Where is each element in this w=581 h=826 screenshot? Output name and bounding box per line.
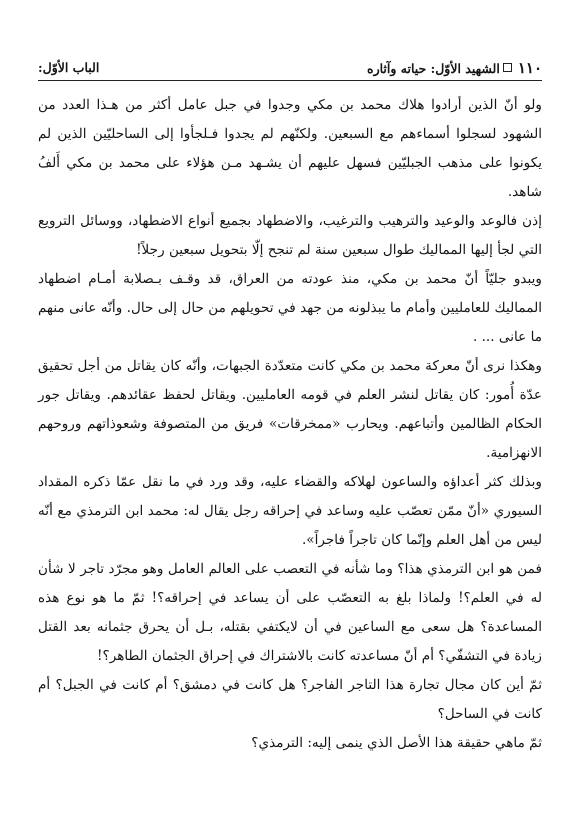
paragraph: ثمّ ماهي حقيقة هذا الأصل الذي ينمى إليه: الترمذي؟ xyxy=(251,735,542,751)
header-page-info xyxy=(367,58,542,79)
paragraph: فمن هو ابن الترمذي هذا؟ وما شأنه في التعصب على العالم العامل وهو مجرّد تاجر لا شأن له في العلم؟! ولماذا بلغ به التعصّب على أن يساعد في إحراقه؟! ثمّ ما هو نوع هذه المساعدة؟ هل سعى مع الساعين في أن لايكتفي بقتله، بـل أن يحرق جثمانه بعد القتل زيادة في التشفّي؟ أم أنّ مساعدته كانت بالاشتراك في إحراق الجثمان الطاهر؟! xyxy=(38,561,542,664)
square-separator-icon xyxy=(503,63,512,72)
paragraph: وهكذا نرى أنّ معركة محمد بن مكي كانت متعدّدة الجبهات، وأنّه كان يقاتل من أجل تحقيق عدّة أُمور: كان يقاتل لنشر العلم في قومه العامليين. ويقاتل لحفظ عقائدهم. ويقاتل جور الحكام الظالمين وأتباعهم. ويحارب «ممخرقات» فريق من المتصوفة وشعوذاتهم وروحهم الانهزامية. xyxy=(38,358,542,461)
book-page xyxy=(38,58,542,818)
paragraph: ويبدو جليّاً أنّ محمد بن مكي، منذ عودته من العراق، قد وقـف بـصلابة أمـام اضطهاد المماليك للعامليين وأمام ما يبذلونه من جهد في تحويلهم من حال إلى حال. وأنّه عانى منهم ما عانى ... . xyxy=(38,271,542,345)
chapter-title: الباب الأوّل: xyxy=(38,60,100,75)
page-header xyxy=(38,58,542,81)
paragraph: ولو أنّ الذين أرادوا هلاك محمد بن مكي وجدوا في جبل عامل أكثر من هـذا العدد من الشهود لسجلوا أسماءهم مع السبعين. ولكنّهم لم يجدوا فـلجأوا إلى الساحليّين الذين لم يكونوا على مذهب الجبليّين فسهل عليهم أن يشـهد مـن هؤلاء على محمد بن مكي أَلفُ شاهد. xyxy=(38,97,542,200)
paragraph: وبذلك كثر أعداؤه والساعون لهلاكه والقضاء عليه، وقد ورد في ما نقل عمّا ذكره المقداد السيوري «أنّ ممّن تعصّب عليه وساعد في إحراقه رجل يقال له: محمد ابن الترمذي مع أنّه ليس من أهل العلم وإنّما كان تاجراً فاجراً». xyxy=(38,474,542,548)
paragraph: إذن فالوعد والوعيد والترهيب والترغيب، والاضطهاد بجميع أنواع الاضطهاد، ووسائل الترويع التي لجأ إليها المماليك طوال سبعين سنة لم تنجح إلّا بتحويل سبعين رجلاً! xyxy=(38,213,542,258)
page-number: ١١٠ xyxy=(517,59,542,77)
running-title: الشهيد الأوّل: حياته وآثاره xyxy=(367,61,500,76)
page-body xyxy=(38,81,542,758)
paragraph: ثمّ أين كان مجال تجارة هذا التاجر الفاجر؟ هل كانت في دمشق؟ أم كانت في الجبل؟ أم كانت في الساحل؟ xyxy=(38,677,542,722)
